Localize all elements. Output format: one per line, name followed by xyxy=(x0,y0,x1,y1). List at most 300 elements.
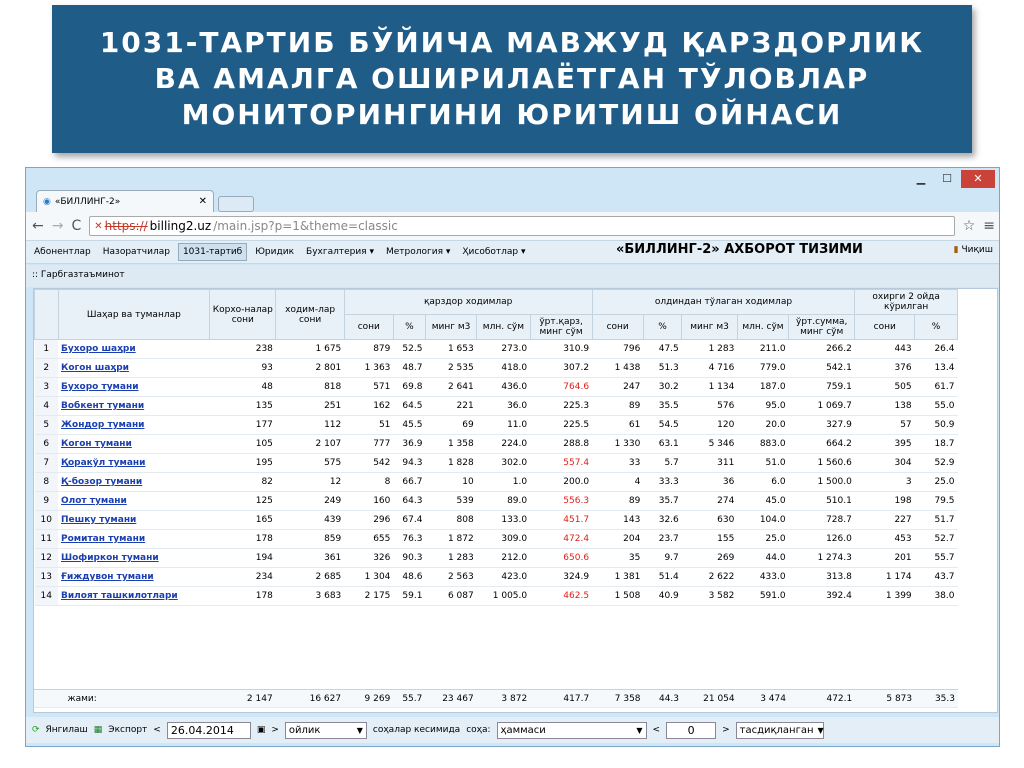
table-cell: 45.5 xyxy=(393,416,425,435)
refresh-icon[interactable]: ⟳ xyxy=(32,725,40,735)
table-cell: 201 xyxy=(855,549,915,568)
table-cell: 26.4 xyxy=(915,340,958,359)
chevron-down-icon: ▼ xyxy=(817,725,824,735)
table-cell: 5 xyxy=(35,416,59,435)
subheader-cell: минг м3 xyxy=(425,315,476,340)
table-cell: 90.3 xyxy=(393,549,425,568)
table-cell: 1 069.7 xyxy=(789,397,855,416)
url-input[interactable] xyxy=(89,216,954,236)
table-cell: 14 xyxy=(35,587,59,606)
table-cell: 120 xyxy=(682,416,738,435)
table-cell: 664.2 xyxy=(789,435,855,454)
table-cell: 310.9 xyxy=(530,340,592,359)
date-input[interactable] xyxy=(167,722,251,739)
table-cell: 12 xyxy=(276,473,344,492)
total-cell: 16 627 xyxy=(276,690,344,708)
table-cell: 311 xyxy=(682,454,738,473)
table-row xyxy=(35,340,958,359)
table-cell: 126.0 xyxy=(789,530,855,549)
table-cell: 33 xyxy=(592,454,643,473)
table-cell: 859 xyxy=(276,530,344,549)
table-cell: 227 xyxy=(855,511,915,530)
prev-date-button[interactable]: < xyxy=(153,725,161,735)
table-cell: 764.6 xyxy=(530,378,592,397)
table-cell: 93 xyxy=(210,359,276,378)
table-cell: 18.7 xyxy=(915,435,958,454)
table-cell: 64.3 xyxy=(393,492,425,511)
site-icon: ◉ xyxy=(43,196,51,207)
table-cell: 69 xyxy=(425,416,476,435)
table-cell: 1 363 xyxy=(344,359,393,378)
table-cell: 105 xyxy=(210,435,276,454)
table-cell: 650.6 xyxy=(530,549,592,568)
table-cell: 1.0 xyxy=(477,473,530,492)
total-cell: 21 054 xyxy=(682,690,738,708)
table-cell: 138 xyxy=(855,397,915,416)
table-cell: 8 xyxy=(344,473,393,492)
menu-item[interactable]: Метрология ▾ xyxy=(385,247,451,257)
district-link[interactable]: Шофиркон тумани xyxy=(58,549,210,568)
chevron-down-icon: ▼ xyxy=(636,725,643,735)
table-cell: 1 438 xyxy=(592,359,643,378)
table-cell: 63.1 xyxy=(643,435,681,454)
table-cell: 95.0 xyxy=(737,397,788,416)
h-debt: қарздор ходимлар xyxy=(344,290,592,315)
table-cell: 2 641 xyxy=(425,378,476,397)
table-cell: 542.1 xyxy=(789,359,855,378)
table-cell: 4 xyxy=(35,397,59,416)
table-cell: 3 582 xyxy=(682,587,738,606)
table-cell: 309.0 xyxy=(477,530,530,549)
back-icon[interactable]: ← xyxy=(32,218,44,234)
total-cell: 55.7 xyxy=(393,690,425,708)
table-cell: 8 xyxy=(35,473,59,492)
table-cell: 2 xyxy=(35,359,59,378)
table-cell: 112 xyxy=(276,416,344,435)
subheader-cell: минг м3 xyxy=(682,315,738,340)
table-cell: 40.9 xyxy=(643,587,681,606)
table-cell: 198 xyxy=(855,492,915,511)
total-label: жами: xyxy=(58,690,210,708)
table-cell: 61.7 xyxy=(915,378,958,397)
area-value: ҳаммаси xyxy=(500,724,546,736)
table-cell: 3 683 xyxy=(276,587,344,606)
chevron-down-icon: ▼ xyxy=(356,725,363,735)
table-cell: 808 xyxy=(425,511,476,530)
table-cell: 10 xyxy=(425,473,476,492)
table-cell: 221 xyxy=(425,397,476,416)
table-cell: 212.0 xyxy=(477,549,530,568)
next-button[interactable]: > xyxy=(722,725,730,735)
monitoring-table xyxy=(34,289,958,606)
prev-button[interactable]: < xyxy=(652,725,661,735)
table-cell: 269 xyxy=(682,549,738,568)
table-cell: 542 xyxy=(344,454,393,473)
table-cell: 48.7 xyxy=(393,359,425,378)
table-cell: 54.5 xyxy=(643,416,681,435)
slide-banner xyxy=(52,5,972,153)
table-cell: 376 xyxy=(855,359,915,378)
table-cell: 571 xyxy=(344,378,393,397)
menu-item[interactable]: Бухгалтерия ▾ xyxy=(306,247,374,257)
table-cell: 67.4 xyxy=(393,511,425,530)
table-cell: 418.0 xyxy=(477,359,530,378)
table-cell: 20.0 xyxy=(737,416,788,435)
table-cell: 178 xyxy=(210,530,276,549)
table-cell: 436.0 xyxy=(477,378,530,397)
table-cell: 225.5 xyxy=(530,416,592,435)
table-cell: 1 283 xyxy=(425,549,476,568)
table-cell: 433.0 xyxy=(737,568,788,587)
table-cell: 178 xyxy=(210,587,276,606)
table-cell: 453 xyxy=(855,530,915,549)
breadcrumb: :: Гарбгазтаъминот xyxy=(26,265,1000,287)
number-input[interactable] xyxy=(666,722,716,739)
table-cell: 13 xyxy=(35,568,59,587)
table-cell: 25.0 xyxy=(915,473,958,492)
url-path: /main.jsp?p=1&theme=classic xyxy=(213,219,398,233)
url-scheme: https:// xyxy=(104,219,148,233)
table-cell: 47.5 xyxy=(643,340,681,359)
table-cell: 36 xyxy=(682,473,738,492)
table-cell: 591.0 xyxy=(737,587,788,606)
table-cell: 505 xyxy=(855,378,915,397)
bookmark-star-icon[interactable]: ☆ xyxy=(962,218,976,234)
table-cell: 224.0 xyxy=(477,435,530,454)
date-value: 26.04.2014 xyxy=(170,723,234,737)
table-cell: 94.3 xyxy=(393,454,425,473)
table-cell: 1 xyxy=(35,340,59,359)
browser-tab[interactable] xyxy=(36,190,214,212)
table-cell: 52.5 xyxy=(393,340,425,359)
table-cell: 225.3 xyxy=(530,397,592,416)
table-cell: 51.4 xyxy=(643,568,681,587)
table-cell: 1 358 xyxy=(425,435,476,454)
table-cell: 9.7 xyxy=(643,549,681,568)
address-bar xyxy=(26,212,1000,240)
table-cell: 818 xyxy=(276,378,344,397)
subheader-cell: ўрт.қарз, минг сўм xyxy=(530,315,592,340)
table-cell: 4 716 xyxy=(682,359,738,378)
period-select[interactable] xyxy=(285,722,367,739)
table-cell: 510.1 xyxy=(789,492,855,511)
table-cell: 1 828 xyxy=(425,454,476,473)
calendar-icon[interactable]: ▣ xyxy=(256,725,266,735)
menu-item[interactable]: Абонентлар xyxy=(34,247,91,257)
table-cell: 204 xyxy=(592,530,643,549)
maximize-icon[interactable]: ☐ xyxy=(942,172,952,185)
table-cell: 66.7 xyxy=(393,473,425,492)
window-controls xyxy=(909,170,995,188)
table-cell: 36.0 xyxy=(477,397,530,416)
status-value: тасдиқланган xyxy=(739,724,814,736)
forward-icon[interactable]: → xyxy=(51,218,64,234)
h-city: Шаҳар ва туманлар xyxy=(58,290,210,340)
district-link[interactable]: Ромитан тумани xyxy=(58,530,210,549)
table-cell: 135 xyxy=(210,397,276,416)
table-cell: 12 xyxy=(35,549,59,568)
total-table xyxy=(34,689,958,708)
table-cell: 200.0 xyxy=(530,473,592,492)
exit-icon: ▮ xyxy=(953,245,959,255)
minimize-icon[interactable]: ▁ xyxy=(916,172,926,185)
number-value: 0 xyxy=(687,723,695,737)
table-cell: 57 xyxy=(855,416,915,435)
table-cell: 6.0 xyxy=(737,473,788,492)
table-cell: 55.0 xyxy=(915,397,958,416)
table-cell: 35.7 xyxy=(643,492,681,511)
table-cell: 274 xyxy=(682,492,738,511)
total-cell: 5 873 xyxy=(855,690,915,708)
table-row xyxy=(35,492,958,511)
table-cell: 238 xyxy=(210,340,276,359)
table-cell: 133.0 xyxy=(477,511,530,530)
subheader-cell: % xyxy=(393,315,425,340)
table-cell: 35.5 xyxy=(643,397,681,416)
status-select[interactable] xyxy=(736,722,824,739)
district-link[interactable]: Жондор тумани xyxy=(58,416,210,435)
monitoring-grid xyxy=(33,288,998,713)
table-cell: 35 xyxy=(592,549,643,568)
table-cell: 51.0 xyxy=(737,454,788,473)
total-cell: 417.7 xyxy=(530,690,592,708)
table-cell: 89.0 xyxy=(477,492,530,511)
h-index xyxy=(35,290,59,340)
tab-close-icon[interactable]: ✕ xyxy=(198,196,207,207)
table-cell: 1 174 xyxy=(855,568,915,587)
table-row xyxy=(35,568,958,587)
table-cell: 728.7 xyxy=(789,511,855,530)
table-cell: 52.9 xyxy=(915,454,958,473)
subheader-cell: сони xyxy=(344,315,393,340)
menu-item[interactable]: 1031-тартиб xyxy=(178,243,247,261)
district-link[interactable]: Бухоро тумани xyxy=(58,378,210,397)
district-link[interactable]: Олот тумани xyxy=(58,492,210,511)
table-cell: 361 xyxy=(276,549,344,568)
table-row xyxy=(35,435,958,454)
table-cell: 472.4 xyxy=(530,530,592,549)
table-cell: 296 xyxy=(344,511,393,530)
period-value: ойлик xyxy=(288,724,321,736)
table-cell: 6 xyxy=(35,435,59,454)
district-link[interactable]: Вобкент тумани xyxy=(58,397,210,416)
subheader-cell: % xyxy=(643,315,681,340)
table-row xyxy=(35,549,958,568)
table-cell: 162 xyxy=(344,397,393,416)
menu-item[interactable]: Ҳисоботлар ▾ xyxy=(462,247,526,257)
table-cell: 557.4 xyxy=(530,454,592,473)
district-link[interactable]: Қ-бозор тумани xyxy=(58,473,210,492)
table-cell: 50.9 xyxy=(915,416,958,435)
subheader-cell: сони xyxy=(592,315,643,340)
table-cell: 3 xyxy=(855,473,915,492)
table-cell: 234 xyxy=(210,568,276,587)
h-kor: Корхо-налар сони xyxy=(210,290,276,340)
table-row xyxy=(35,378,958,397)
table-cell: 59.1 xyxy=(393,587,425,606)
table-cell: 51.7 xyxy=(915,511,958,530)
table-cell: 539 xyxy=(425,492,476,511)
table-cell: 52.7 xyxy=(915,530,958,549)
area-select[interactable] xyxy=(497,722,647,739)
district-link[interactable]: Вилоят ташкилотлари xyxy=(58,587,210,606)
table-cell: 1 274.3 xyxy=(789,549,855,568)
subheader-cell: млн. сўм xyxy=(477,315,530,340)
mode-label: соҳалар кесимида xyxy=(372,725,461,735)
table-row xyxy=(35,416,958,435)
export-button[interactable]: Экспорт xyxy=(108,725,148,735)
table-cell: 1 675 xyxy=(276,340,344,359)
excel-icon[interactable]: ▦ xyxy=(93,725,103,735)
table-cell: 36.9 xyxy=(393,435,425,454)
total-cell: 7 358 xyxy=(592,690,643,708)
table-cell: 9 xyxy=(35,492,59,511)
table-cell: 1 304 xyxy=(344,568,393,587)
table-cell: 2 535 xyxy=(425,359,476,378)
table-cell: 304 xyxy=(855,454,915,473)
table-cell: 211.0 xyxy=(737,340,788,359)
table-cell: 423.0 xyxy=(477,568,530,587)
total-cell: 472.1 xyxy=(789,690,855,708)
table-cell: 796 xyxy=(592,340,643,359)
subheader-cell: % xyxy=(915,315,958,340)
table-cell: 160 xyxy=(344,492,393,511)
table-cell: 125 xyxy=(210,492,276,511)
table-row xyxy=(35,473,958,492)
table-cell: 7 xyxy=(35,454,59,473)
district-link[interactable]: Ғиждувон тумани xyxy=(58,568,210,587)
table-cell: 1 508 xyxy=(592,587,643,606)
table-cell: 655 xyxy=(344,530,393,549)
table-cell: 44.0 xyxy=(737,549,788,568)
total-cell: 2 147 xyxy=(209,690,275,708)
table-cell xyxy=(34,690,58,708)
table-cell: 79.5 xyxy=(915,492,958,511)
table-cell: 273.0 xyxy=(477,340,530,359)
table-cell: 38.0 xyxy=(915,587,958,606)
table-cell: 5.7 xyxy=(643,454,681,473)
tab-title: «БИЛЛИНГ-2» xyxy=(54,196,121,207)
refresh-button[interactable]: Янгилаш xyxy=(45,725,88,735)
district-link[interactable]: Бухоро шаҳри xyxy=(58,340,210,359)
table-cell: 61 xyxy=(592,416,643,435)
table-row xyxy=(35,511,958,530)
table-cell: 76.3 xyxy=(393,530,425,549)
system-title: «БИЛЛИНГ-2» АХБОРОТ ТИЗИМИ xyxy=(616,242,863,257)
table-cell: 33.3 xyxy=(643,473,681,492)
table-cell: 251 xyxy=(276,397,344,416)
table-cell: 1 399 xyxy=(855,587,915,606)
table-cell: 1 330 xyxy=(592,435,643,454)
close-window-icon[interactable]: ✕ xyxy=(961,170,995,188)
table-cell: 443 xyxy=(855,340,915,359)
table-cell: 104.0 xyxy=(737,511,788,530)
total-cell: 3 474 xyxy=(738,690,789,708)
district-link[interactable]: Қоракўл тумани xyxy=(58,454,210,473)
exit-label: Чиқиш xyxy=(961,245,993,255)
table-cell: 187.0 xyxy=(737,378,788,397)
total-cell: 23 467 xyxy=(425,690,476,708)
insecure-lock-icon: ✕ xyxy=(94,220,103,232)
table-cell: 1 283 xyxy=(682,340,738,359)
table-cell: 69.8 xyxy=(393,378,425,397)
table-cell: 395 xyxy=(855,435,915,454)
url-host: billing2.uz xyxy=(149,219,212,233)
exit-link[interactable] xyxy=(954,245,993,255)
table-cell: 879 xyxy=(344,340,393,359)
table-cell: 883.0 xyxy=(737,435,788,454)
total-cell: 44.3 xyxy=(644,690,683,708)
table-cell: 288.8 xyxy=(530,435,592,454)
table-cell: 48 xyxy=(210,378,276,397)
table-cell: 2 685 xyxy=(276,568,344,587)
slide-title: 1031-ТАРТИБ БЎЙИЧА МАВЖУД ҚАРЗДОРЛИК ВА АМАЛГА ОШИРИЛАЁТГАН ТЎЛОВЛАР МОНИТОРИНГИНИ ЮРИТИШ ОЙНАСИ xyxy=(99,26,925,131)
table-cell: 155 xyxy=(682,530,738,549)
total-row xyxy=(34,690,958,708)
subheader-cell: ўрт.сумма, минг сўм xyxy=(789,315,855,340)
table-cell: 6 087 xyxy=(425,587,476,606)
table-cell: 324.9 xyxy=(530,568,592,587)
menu-icon[interactable]: ≡ xyxy=(983,218,995,234)
table-row xyxy=(35,587,958,606)
h-paid: олдиндан тўлаган ходимлар xyxy=(592,290,855,315)
menu-item[interactable]: Назоратчилар xyxy=(102,247,170,257)
table-cell: 30.2 xyxy=(643,378,681,397)
new-tab-button[interactable] xyxy=(218,196,254,212)
table-cell: 327.9 xyxy=(789,416,855,435)
next-date-button[interactable]: > xyxy=(271,725,279,735)
table-cell: 51 xyxy=(344,416,393,435)
total-cell: 3 872 xyxy=(477,690,530,708)
table-cell: 25.0 xyxy=(737,530,788,549)
table-cell: 3 xyxy=(35,378,59,397)
table-cell: 2 175 xyxy=(344,587,393,606)
table-cell: 462.5 xyxy=(530,587,592,606)
table-cell: 195 xyxy=(210,454,276,473)
table-cell: 143 xyxy=(592,511,643,530)
table-cell: 48.6 xyxy=(393,568,425,587)
table-cell: 51.3 xyxy=(643,359,681,378)
area-label: соҳа: xyxy=(466,725,491,735)
table-cell: 575 xyxy=(276,454,344,473)
table-cell: 777 xyxy=(344,435,393,454)
table-row xyxy=(35,454,958,473)
table-cell: 165 xyxy=(210,511,276,530)
table-cell: 779.0 xyxy=(737,359,788,378)
district-link[interactable]: Пешку тумани xyxy=(58,511,210,530)
table-cell: 177 xyxy=(210,416,276,435)
district-link[interactable]: Когон тумани xyxy=(58,435,210,454)
menu-item[interactable]: Юридик xyxy=(255,247,295,257)
table-cell: 266.2 xyxy=(789,340,855,359)
table-cell: 2 563 xyxy=(425,568,476,587)
table-cell: 302.0 xyxy=(477,454,530,473)
table-cell: 249 xyxy=(276,492,344,511)
table-cell: 89 xyxy=(592,397,643,416)
table-row xyxy=(35,530,958,549)
table-cell: 82 xyxy=(210,473,276,492)
table-cell: 11 xyxy=(35,530,59,549)
table-cell: 45.0 xyxy=(737,492,788,511)
h-hod: ходим-лар сони xyxy=(276,290,344,340)
district-link[interactable]: Когон шаҳри xyxy=(58,359,210,378)
table-cell: 759.1 xyxy=(789,378,855,397)
table-cell: 313.8 xyxy=(789,568,855,587)
reload-icon[interactable]: C xyxy=(71,218,82,234)
table-cell: 32.6 xyxy=(643,511,681,530)
table-row xyxy=(35,397,958,416)
table-cell: 2 801 xyxy=(276,359,344,378)
